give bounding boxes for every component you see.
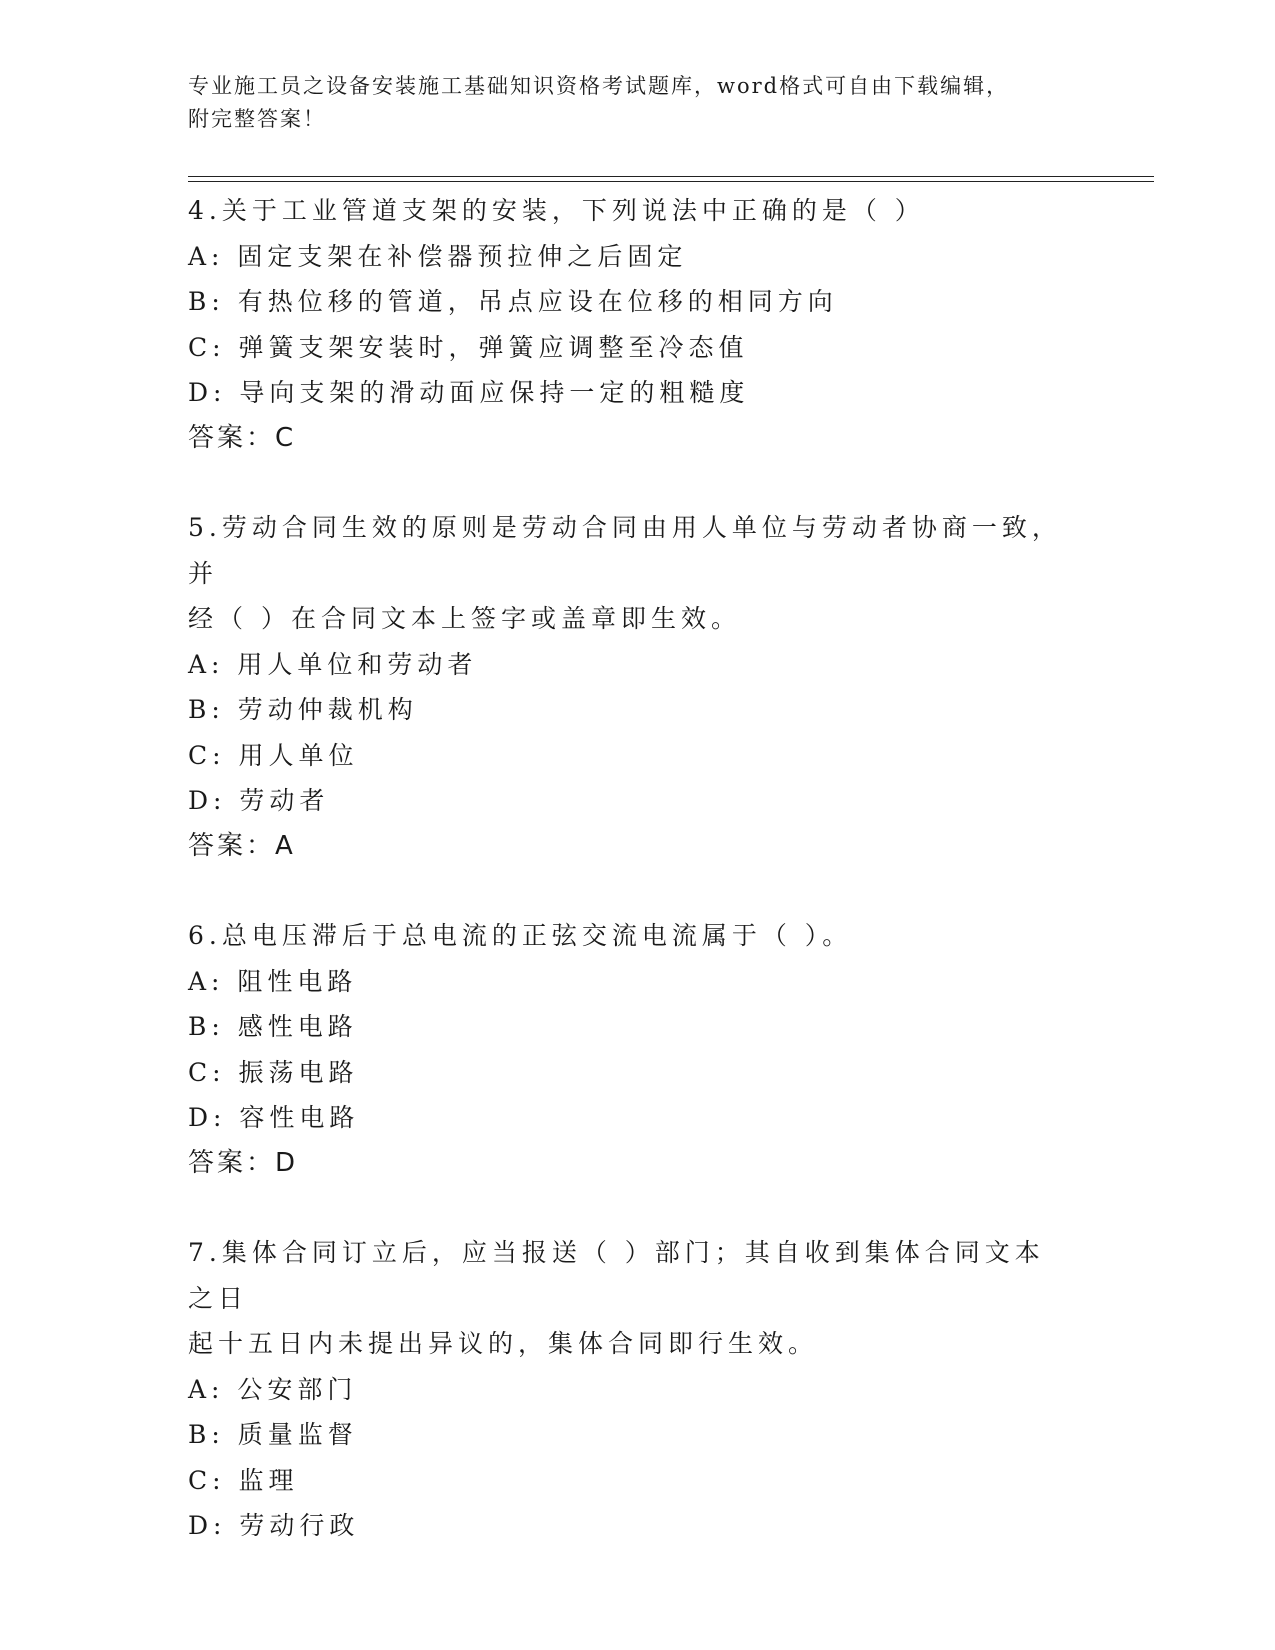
question-7 <box>188 1230 1068 1549</box>
question-stem <box>188 188 1068 234</box>
question-4 <box>188 188 1068 461</box>
question-list <box>188 188 1068 1593</box>
option-a: A: 公安部门 <box>188 1374 358 1404</box>
answer-line: 答案：C <box>188 422 297 453</box>
option-c: C: 监理 <box>188 1465 299 1495</box>
answer-line: 答案：D <box>188 1147 299 1178</box>
option-b: B: 有热位移的管道，吊点应设在位移的相同方向 <box>188 287 838 316</box>
question-5 <box>188 505 1068 869</box>
option-c: C: 用人单位 <box>188 740 359 770</box>
option-d: D: 劳动行政 <box>188 1511 360 1540</box>
option-a: A: 用人单位和劳动者 <box>188 649 478 679</box>
option-b: B: 感性电路 <box>188 1012 358 1041</box>
option-c: C: 弹簧支架安装时，弹簧应调整至冷态值 <box>188 332 749 362</box>
option-a: A: 阻性电路 <box>188 966 358 996</box>
stem-line: 6.总电压滞后于总电流的正弦交流电流属于（ ）。 <box>188 921 853 950</box>
stem-line: 起十五日内未提出异议的，集体合同即行生效。 <box>188 1329 819 1358</box>
option-b: B: 劳动仲裁机构 <box>188 695 418 724</box>
stem-line: 经（ ）在合同文本上签字或盖章即生效。 <box>188 604 741 633</box>
question-stem <box>188 913 1068 959</box>
header-divider-top <box>188 176 1154 177</box>
question-stem <box>188 505 1068 642</box>
stem-line: 4.关于工业管道支架的安装，下列说法中正确的是（ ） <box>188 196 925 225</box>
option-d: D: 容性电路 <box>188 1103 360 1132</box>
answer-line: 答案：A <box>188 830 296 861</box>
document-header <box>188 70 1068 136</box>
header-line-1: 专业施工员之设备安装施工基础知识资格考试题库，word格式可自由下载编辑， <box>188 74 1010 98</box>
option-d: D: 劳动者 <box>188 786 330 815</box>
option-c: C: 振荡电路 <box>188 1057 359 1087</box>
stem-line: 7.集体合同订立后，应当报送（ ）部门；其自收到集体合同文本之日 <box>188 1238 1045 1313</box>
header-divider-bottom <box>188 181 1154 182</box>
header-line-2: 附完整答案！ <box>188 107 326 131</box>
option-d: D: 导向支架的滑动面应保持一定的粗糙度 <box>188 378 750 407</box>
stem-line: 5.劳动合同生效的原则是劳动合同由用人单位与劳动者协商一致，并 <box>188 513 1062 588</box>
question-6 <box>188 913 1068 1186</box>
question-stem <box>188 1230 1068 1367</box>
option-a: A: 固定支架在补偿器预拉伸之后固定 <box>188 241 688 271</box>
option-b: B: 质量监督 <box>188 1420 358 1449</box>
